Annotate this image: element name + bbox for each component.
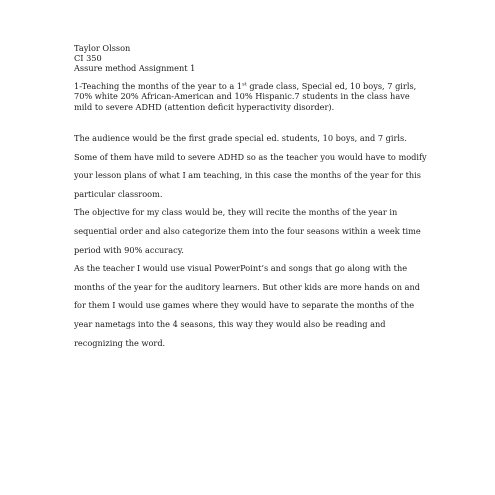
body-text xyxy=(74,129,434,352)
body-line: your lesson plans of what I am teaching, in this case the months of the year for this xyxy=(74,170,421,181)
body-line: recognizing the word. xyxy=(74,337,166,348)
body-line: for them I would use games where they would have to separate the months of the xyxy=(74,300,415,311)
intro-line-3: mild to severe ADHD (attention deficit hyperactivity disorder). xyxy=(74,101,335,112)
body-line: year nametags into the 4 seasons, this way they would also be reading and xyxy=(74,318,386,329)
intro-line-2: 70% white 20% African-American and 10% Hispanic.7 students in the class have xyxy=(74,91,410,102)
body-line: The objective for my class would be, they will recite the months of the year in xyxy=(74,207,398,218)
body-line: months of the year for the auditory learners. But other kids are more hands on and xyxy=(74,281,420,292)
author-name: Taylor Olsson xyxy=(74,43,131,53)
body-line: period with 90% accuracy. xyxy=(74,244,184,255)
intro-line-1-start: 1-Teaching the months of the year to a 1 xyxy=(74,81,243,91)
body-line: Some of them have mild to severe ADHD so as the teacher you would have to modify xyxy=(74,151,427,162)
assignment-title: Assure method Assignment 1 xyxy=(74,63,196,74)
body-line: As the teacher I would use visual PowerPoint’s and songs that go along with the xyxy=(74,263,408,274)
body-line: particular classroom. xyxy=(74,188,163,199)
intro-paragraph xyxy=(74,81,434,112)
intro-line-1-end: grade class, Special ed, 10 boys, 7 girls, xyxy=(246,81,417,91)
body-line: The audience would be the first grade special ed. students, 10 boys, and 7 girls. xyxy=(74,133,407,143)
body-line: sequential order and also categorize them into the four seasons within a week time xyxy=(74,225,421,236)
ordinal-suffix: st xyxy=(242,81,247,88)
course-code: CI 350 xyxy=(74,53,102,64)
intro-line-1 xyxy=(74,81,434,91)
document-header xyxy=(74,43,434,74)
